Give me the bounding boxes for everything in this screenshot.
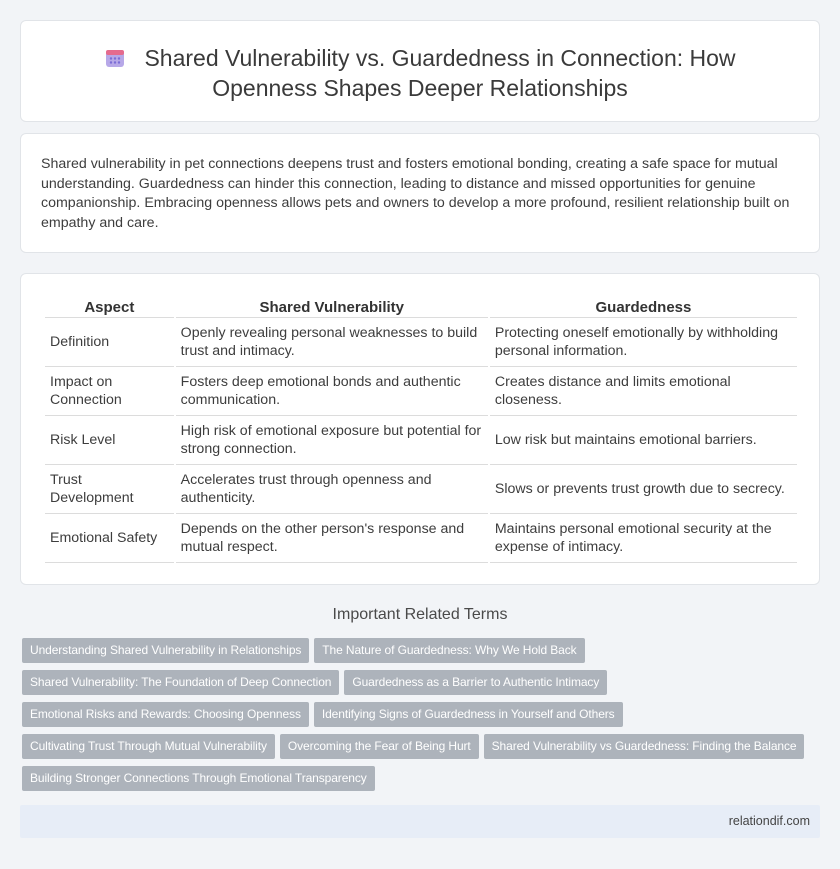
- shared-vulnerability-cell: Accelerates trust through openness and authenticity.: [176, 465, 488, 514]
- aspect-cell: Emotional Safety: [45, 514, 174, 563]
- table-row: [45, 514, 797, 563]
- shared-vulnerability-cell: Depends on the other person's response and mutual respect.: [176, 514, 488, 563]
- guardedness-cell: Low risk but maintains emotional barriers.: [490, 416, 797, 465]
- aspect-cell: Definition: [45, 318, 174, 367]
- aspect-cell: Trust Development: [45, 465, 174, 514]
- table-header-row: [45, 296, 797, 318]
- title-card: [20, 20, 820, 122]
- related-term-tag[interactable]: Shared Vulnerability vs Guardedness: Finding the Balance: [484, 734, 805, 759]
- related-term-tag[interactable]: Building Stronger Connections Through Emotional Transparency: [22, 766, 375, 791]
- aspect-cell: Impact on Connection: [45, 367, 174, 416]
- related-term-tag[interactable]: Understanding Shared Vulnerability in Relationships: [22, 638, 309, 663]
- page-title: [21, 43, 819, 103]
- related-term-tag[interactable]: Overcoming the Fear of Being Hurt: [280, 734, 479, 759]
- guardedness-cell: Protecting oneself emotionally by withholding personal information.: [490, 318, 797, 367]
- table-row: [45, 465, 797, 514]
- intro-card: [20, 133, 820, 253]
- aspect-cell: Risk Level: [45, 416, 174, 465]
- related-terms-row: [22, 702, 822, 734]
- related-term-tag[interactable]: Emotional Risks and Rewards: Choosing Openness: [22, 702, 309, 727]
- shared-vulnerability-cell: Openly revealing personal weaknesses to build trust and intimacy.: [176, 318, 488, 367]
- related-term-tag[interactable]: The Nature of Guardedness: Why We Hold Back: [314, 638, 584, 663]
- related-terms-row: [22, 766, 822, 798]
- shared-vulnerability-cell: Fosters deep emotional bonds and authentic communication.: [176, 367, 488, 416]
- related-terms-row: [22, 734, 822, 766]
- table-row: [45, 318, 797, 367]
- footer-site-link[interactable]: relationdif.com: [728, 814, 810, 828]
- comparison-card: [20, 273, 820, 585]
- comparison-table: [43, 296, 799, 563]
- related-terms-row: [22, 638, 822, 670]
- guardedness-cell: Creates distance and limits emotional closeness.: [490, 367, 797, 416]
- column-header-shared-vulnerability: Shared Vulnerability: [176, 296, 488, 318]
- calendar-icon: [104, 47, 126, 69]
- related-terms-list: [22, 638, 822, 798]
- footer: [20, 805, 820, 838]
- table-row: [45, 367, 797, 416]
- related-terms-row: [22, 670, 822, 702]
- related-term-tag[interactable]: Shared Vulnerability: The Foundation of Deep Connection: [22, 670, 339, 695]
- related-term-tag[interactable]: Guardedness as a Barrier to Authentic Intimacy: [344, 670, 607, 695]
- intro-paragraph: Shared vulnerability in pet connections deepens trust and fosters emotional bonding, creating a safe space for mutual understanding. Guardedness can hinder this connection, leading to distance and missed opportunities for genuine companionship. Embracing openness allows pets and owners to develop a more profound, resilient relationship built on empathy and care.: [41, 156, 790, 231]
- guardedness-cell: Slows or prevents trust growth due to secrecy.: [490, 465, 797, 514]
- related-term-tag[interactable]: Cultivating Trust Through Mutual Vulnerability: [22, 734, 275, 759]
- related-term-tag[interactable]: Identifying Signs of Guardedness in Yourself and Others: [314, 702, 623, 727]
- related-terms-title: Important Related Terms: [332, 606, 508, 623]
- table-row: [45, 416, 797, 465]
- page-title-text: Shared Vulnerability vs. Guardedness in Connection: How Openness Shapes Deeper Relationships: [144, 45, 736, 101]
- shared-vulnerability-cell: High risk of emotional exposure but potential for strong connection.: [176, 416, 488, 465]
- guardedness-cell: Maintains personal emotional security at the expense of intimacy.: [490, 514, 797, 563]
- column-header-guardedness: Guardedness: [490, 296, 797, 318]
- column-header-aspect: Aspect: [45, 296, 174, 318]
